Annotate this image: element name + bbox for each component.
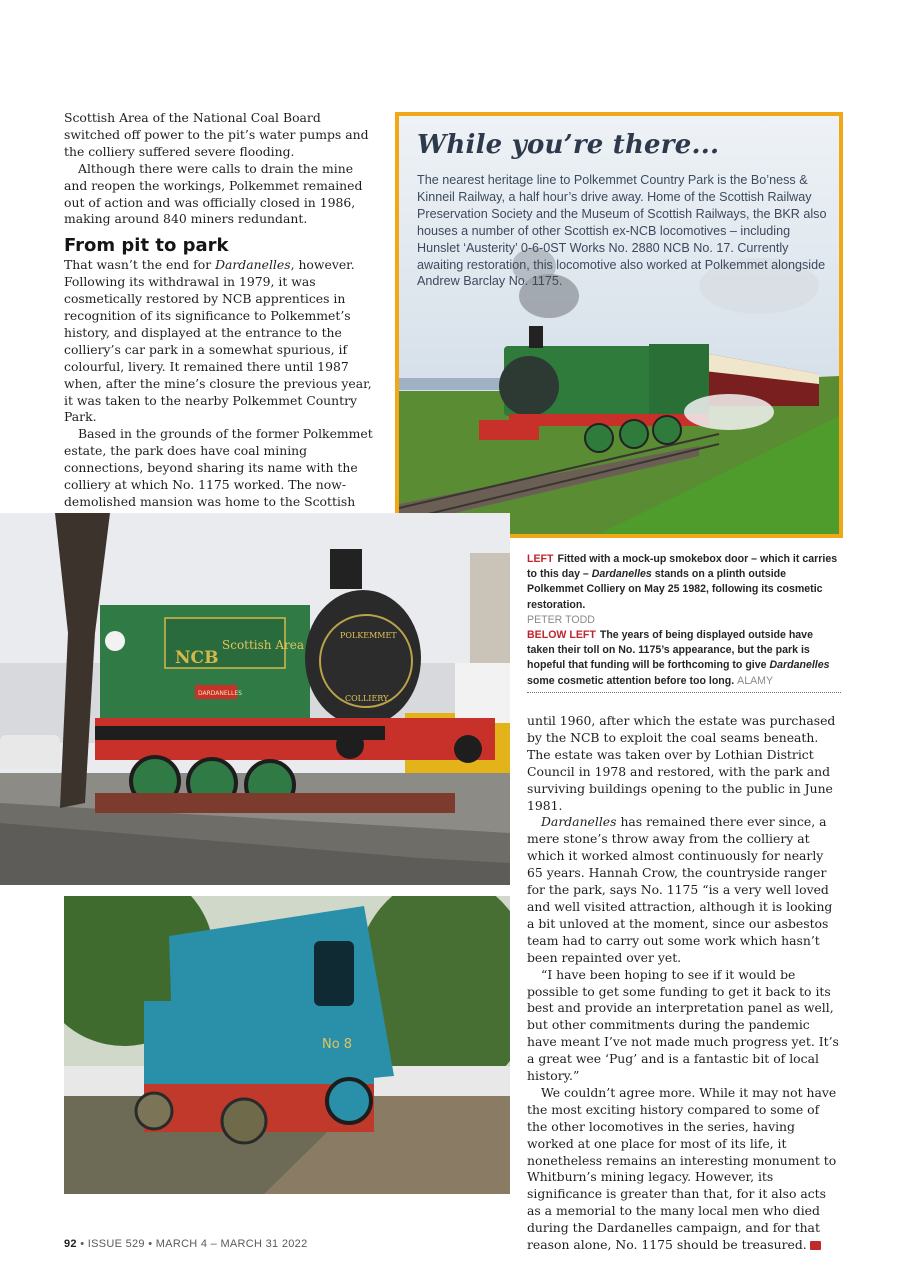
paragraph: Although there were calls to drain the mine and reopen the workings, Polkemmet remained out of action and was officially closed in 1986, making around 840 miners redundant. [64, 160, 363, 227]
end-mark-icon [810, 1241, 821, 1250]
paragraph: Dardanelles has remained there ever since, a mere stone’s throw away from the colliery at which it worked almost continuously for nearly 65 years. Hannah Crow, the countryside ranger for the park, says No. 1175 “is a very well loved and well visited attraction, although it is looking a bit unloved at the moment, since our asbestos team had to carry out some work which hasn’t been repainted over yet. [527, 814, 833, 965]
paragraph: “I have been hoping to see if it would be possible to get some funding to get it back to its best and provide an interpretation panel as well, but other commitments during the pandemic have meant I’ve not made much progress yet. It’s a great wee ‘Pug’ and is a fantastic bit of local history.” [527, 966, 839, 1084]
caption-divider [527, 692, 841, 693]
box-text: The nearest heritage line to Polkemmet Country Park is the Bo’ness & Kinneil Railway, a half hour’s drive away. Home of the Scottish Railway Preservation Society and the Museum of Scottish Railways, the BKR also houses a number of other Scottish ex-NCB locomotives – including Hunslet ‘Austerity’ 0-6-0ST Works No. 2880 NCB No. 17. Currently awaiting restoration, this locomotive also worked at Polkemmet alongside Andrew Barclay No. 1175. [417, 173, 827, 289]
section-heading: From pit to park [64, 235, 229, 257]
smokebox-text-top: POLKEMMET [340, 631, 397, 640]
loco-scottish-area-lettering: Scottish Area [222, 638, 305, 652]
page-footer: 92 • ISSUE 529 • MARCH 4 – MARCH 31 2022 [64, 1238, 308, 1250]
photo-credit: ALAMY [737, 674, 774, 687]
caption-tag: BELOW LEFT [527, 629, 596, 641]
nameplate: DARDANELLES [198, 690, 242, 697]
column-left-text [64, 110, 376, 528]
photo-credit: PETER TODD [527, 613, 595, 626]
loco-ncb-lettering: NCB [175, 648, 219, 668]
column-right-text [527, 713, 841, 1254]
paragraph: We couldn’t agree more. While it may not have the most exciting history compared to some of the other locomotives in the series, having worked at one place for most of its life, it nonetheless remains an interesting monument to Whitburn’s mining legacy. However, its significance is greater than that, for it also acts as a memorial to the many local men who died during the Dardanelles campaign, and for that reason alone, No. 1175 should be treasured. [527, 1084, 837, 1253]
caption-left: LEFT Fitted with a mock-up smokebox door – which it carries to this day – Dardanelles stands on a plinth outside Polkemmet Colliery on May 25 1982, following its cosmetic restoration. PETER TODD [527, 552, 841, 628]
photo-dardanelles-today [64, 896, 510, 1194]
box-title: While you’re there... [417, 130, 720, 160]
photo-dardanelles-1982 [0, 513, 510, 885]
issue-number: ISSUE 529 [87, 1238, 145, 1250]
loco-name: Dardanelles [215, 257, 291, 273]
while-youre-there-box [395, 112, 843, 538]
page-number: 92 [64, 1238, 77, 1250]
paragraph: Scottish Area of the National Coal Board switched off power to the pit’s water pumps and the colliery suffered severe flooding. [64, 110, 369, 159]
caption-tag: LEFT [527, 553, 554, 565]
paragraph: Based in the grounds of the former Polkemmet estate, the park does have coal mining connections, beyond sharing its name with the colliery at which No. 1175 worked. The now-demolished mansion was home to the Scottish [64, 426, 373, 509]
cab-number: No 8 [322, 1037, 353, 1052]
caption-below-left: BELOW LEFT The years of being displayed outside have taken their toll on No. 1175’s appearance, but the park is hopeful that funding will be forthcoming to give Dardanelles some cosmetic attention before too long. ALAMY [527, 629, 830, 687]
issue-dates: MARCH 4 – MARCH 31 2022 [155, 1238, 308, 1250]
paragraph: That wasn’t the end for Dardanelles, however. Following its withdrawal in 1979, it was cosmetically restored by NCB apprentices in recognition of its significance to Polkemmet’s history, and displayed at the entrance to the colliery’s car park in a somewhat spurious, if colourful, livery. It remained there until 1987 when, after the mine’s closure the previous year, it was taken to the nearby Polkemmet Country Park. [64, 257, 372, 425]
paragraph: until 1960, after which the estate was purchased by the NCB to exploit the coal seams beneath. The estate was taken over by Lothian District Council in 1978 and restored, with the park and surviving buildings opening to the public in June 1981. [527, 713, 836, 813]
smokebox-text-bottom: COLLIERY [345, 694, 389, 703]
